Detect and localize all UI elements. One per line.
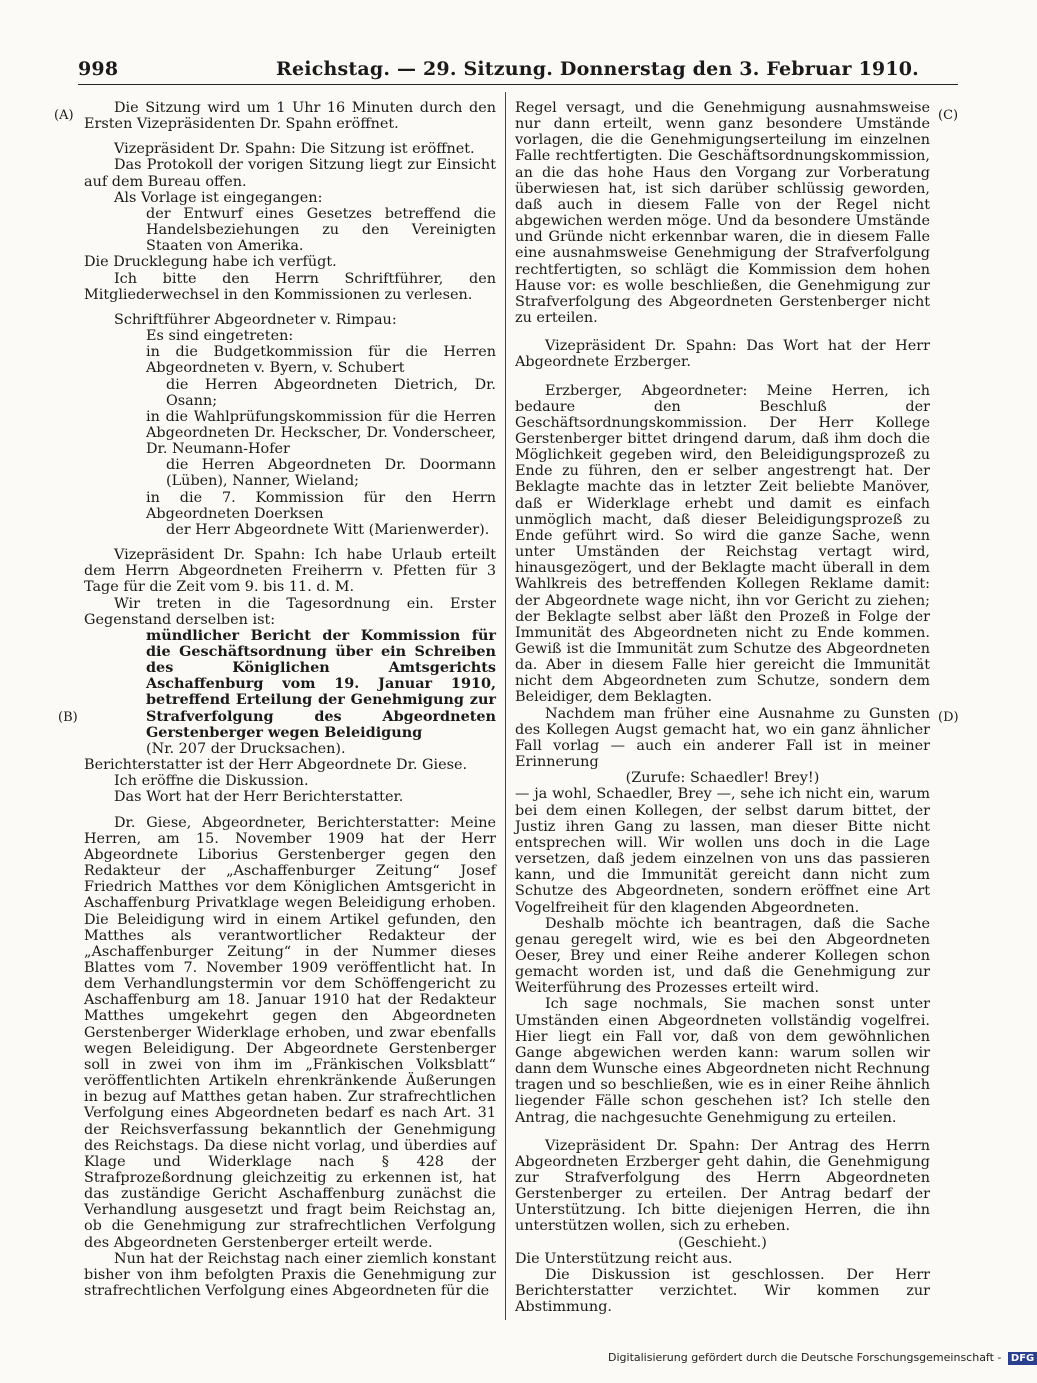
header-title: Reichstag. — 29. Sitzung. Donnerstag den 3. Februar 1910.: [276, 58, 920, 80]
paragraph: Vizepräsident Dr. Spahn: Das Wort hat der Herr Abgeordnete Erzberger.: [515, 338, 930, 371]
paragraph: (Nr. 207 der Drucksachen).: [146, 740, 346, 757]
running-header: [78, 58, 958, 82]
paragraph: Die Sitzung wird um 1 Uhr 16 Minuten durch den Ersten Vizepräsidenten Dr. Spahn eröffnet.: [84, 100, 496, 133]
page-number: 998: [78, 58, 119, 80]
paragraph: Die Unterstützung reicht aus.: [515, 1250, 733, 1267]
paragraph: Als Vorlage ist eingegangen:: [114, 189, 323, 206]
paragraph: Die Drucklegung habe ich verfügt.: [84, 254, 337, 271]
paragraph: Ich sage nochmals, Sie machen sonst unter Umständen einen Abgeordneten vollständig vogelfrei. Hier liegt ein Fall vor, daß von dem gewöhnlichen Gange abgewichen werden kann: warum sollen wir dann dem Wunsche eines Abgeordneten nicht Rechnung tragen und so beschließen, wie es in einer Reihe ähnlich liegender Fälle schon geschehen ist? Ich stelle den Antrag, die nachgesuchte Genehmigung zu erteilen.: [515, 996, 930, 1126]
paragraph: Vizepräsident Dr. Spahn: Der Antrag des Herrn Abgeordneten Erzberger geht dahin, die Genehmigung zur Strafverfolgung des Herrn Abgeordneten Gerstenberger zu erteilen. Der Antrag bedarf der Unterstützung. Ich bitte diejenigen Herren, die ihn unterstützen wollen, sich zu erheben.: [515, 1137, 930, 1235]
paragraph: Wir treten in die Tagesordnung ein. Erster Gegenstand derselben ist:: [84, 595, 496, 628]
digitization-footer: [608, 1351, 1037, 1365]
paragraph: Regel versagt, und die Genehmigung ausnahmsweise nur dann erteilt, wenn ganz besondere Umstände vorlagen, die die Genehmigungserteilung im einzelnen Falle rechtfertigten. Die Geschäftsordnungskommission, an die das hohe Haus den Vorgang zur Vorberatung überwiesen hat, ist sich darüber schlüssig geworden, daß auch in diesem Falle von der Regel nicht abgewichen werden möge. Und da besondere Umstände und Gründe nicht erkennbar waren, die in diesem Falle eine ausnahmsweise Genehmigung der Strafverfolgung rechtfertigten, so schlägt die Kommission dem hohen Hause vor: es wolle beschließen, die Genehmigung zur Strafverfolgung des Abgeordneten Gerstenberger nicht zu erteilen.: [515, 100, 930, 327]
paragraph: — ja wohl, Schaedler, Brey —, sehe ich nicht ein, warum bei dem einen Kollegen, der selbst darum bittet, der Justiz ihren Gang zu lassen, man dieser Bitte nicht entsprechen will. Wir wollen uns doch in die Lage versetzen, daß jedem einzelnen von uns das passieren kann, und die Immunität gereicht dann nicht zum Schutze des Abgeordneten, sondern eröffnet eine Art Vogelfreiheit für den klagenden Abgeordneten.: [515, 786, 930, 916]
paragraph: Dr. Giese, Abgeordneter, Berichterstatter: Meine Herren, am 15. November 1909 hat der Herr Abgeordnete Liborius Gerstenberger gegen den Redakteur der „Aschaffenburger Zeitung“ Josef Friedrich Matthes vor dem Königlichen Amtsgericht in Aschaffenburg Privatklage wegen Beleidigung erhoben. Die Beleidigung wird in einem Artikel gefunden, den Matthes als verantwortlicher Redakteur der „Aschaffenburger Zeitung“ in der Nummer dieses Blattes vom 7. November 1909 veröffentlicht hat. In dem Verhandlungstermin vor dem Schöffengericht zu Aschaffenburg am 18. Januar 1910 hat der Redakteur Matthes umgekehrt gegen den Abgeordneten Gerstenberger Widerklage erhoben, und zwar ebenfalls wegen Beleidigung. Der Abgeordnete Gerstenberger soll in zwei von ihm im „Fränkischen Volksblatt“ veröffentlichten Artikeln ehrenkränkende Äußerungen in bezug auf Matthes getan haben. Zur strafrechtlichen Verfolgung eines Abgeordneten bedarf es nach Art. 31 der Reichsverfassung bekanntlich der Genehmigung des Reichstags. Da diese nicht vorlag, und überdies auf Klage und Widerklage nach § 428 der Strafprozeßordnung gleichzeitig zu erkennen ist, hat das zuständige Gericht Aschaffenburg zunächst die Verhandlung ausgesetzt und fragt beim Reichstag an, ob die Genehmigung zur strafrechtlichen Verfolgung des Abgeordneten Gerstenberger erteilt werde.: [84, 814, 496, 1251]
paragraph: Es sind eingetreten:: [146, 328, 294, 345]
footer-text: Digitalisierung gefördert durch die Deutsche Forschungsgemeinschaft -: [608, 1351, 1002, 1364]
paragraph: Berichterstatter ist der Herr Abgeordnete Dr. Giese.: [84, 757, 468, 774]
margin-mark-b: (B): [58, 710, 78, 725]
paragraph: Nun hat der Reichstag nach einer ziemlich konstant bisher von ihm befolgten Praxis die Genehmigung zur strafrechtlichen Verfolgung eines Abgeordneten für die: [84, 1250, 496, 1300]
left-column: [84, 100, 496, 1299]
interjection: (Geschieht.): [678, 1234, 767, 1251]
paragraph: Erzberger, Abgeordneter: Meine Herren, ich bedaure den Beschluß der Geschäftsordnungskommission. Der Herr Kollege Gerstenberger bittet dringend darum, daß ihm doch die Möglichkeit gegeben wird, den Beleidigungsprozeß zu Ende zu führen, den er selber angestrengt hat. Der Beklagte machte das in letzter Zeit beliebte Manöver, daß er Widerklage erhebt und damit es einfach unmöglich macht, daß dieser Beleidigungsprozeß zu Ende geführt wird. So wird die ganze Sache, wenn unter Umständen der Reichstag vertagt wird, hinausgezögert, und der Beklagte macht überall in dem Wahlkreis des betreffenden Kollegen Reklame damit: der Abgeordnete wage nicht, ihn vor Gericht zu ziehen; der Beklagte selbst aber läßt den Prozeß in Folge der Immunität des Abgeordneten nicht zu Ende kommen. Gewiß ist die Immunität zum Schutze des Abgeordneten da. Aber in diesem Falle hier gereicht die Immunität nicht dem Abgeordneten zum Schutze, sondern dem Beleidiger, dem Beklagten.: [515, 382, 930, 706]
paragraph: die Herren Abgeordneten Dr. Doormann (Lüben), Nanner, Wieland;: [166, 457, 496, 490]
interjection: (Zurufe: Schaedler! Brey!): [625, 770, 820, 787]
paragraph: in die Budgetkommission für die Herren Abgeordneten v. Byern, v. Schubert: [146, 344, 496, 377]
margin-mark-a: (A): [54, 108, 74, 123]
agenda-item: mündlicher Bericht der Kommission für die Geschäftsordnung über ein Schreiben des Königlichen Amtsgerichts Aschaffenburg vom 19. Januar 1910, betreffend Erteilung der Genehmigung zur Strafverfolgung des Abgeordneten Gerstenberger wegen Beleidigung: [146, 626, 496, 741]
paragraph: Das Protokoll der vorigen Sitzung liegt zur Einsicht auf dem Bureau offen.: [84, 157, 496, 190]
paragraph: Deshalb möchte ich beantragen, daß die Sache genau geregelt wird, wie es bei den Abgeordneten Oeser, Brey und einer Reihe anderer Kollegen schon gemacht worden ist, und daß die Genehmigung zur Weiterführung des Prozesses erteilt wird.: [515, 915, 930, 997]
header-rule: [78, 84, 958, 85]
paragraph: Vizepräsident Dr. Spahn: Die Sitzung ist eröffnet.: [114, 141, 475, 158]
paragraph: in die Wahlprüfungskommission für die Herren Abgeordneten Dr. Heckscher, Dr. Vonderscheer, Dr. Neumann-Hofer: [146, 408, 496, 458]
paragraph: Vizepräsident Dr. Spahn: Ich habe Urlaub erteilt dem Herrn Abgeordneten Freiherrn v. Pfetten für 3 Tage für die Zeit vom 9. bis 11. d. M.: [84, 547, 496, 596]
paragraph: die Herren Abgeordneten Dietrich, Dr. Osann;: [166, 376, 496, 409]
paragraph: Ich bitte den Herrn Schriftführer, den Mitgliederwechsel in den Kommissionen zu verlesen.: [84, 270, 496, 303]
speaker-line: Schriftführer Abgeordneter v. Rimpau:: [114, 311, 397, 328]
paragraph: Nachdem man früher eine Ausnahme zu Gunsten des Kollegen Augst gemacht hat, wo ein ganz ähnlicher Fall vorlag — auch ein anderer Fall ist in meiner Erinnerung: [515, 705, 930, 771]
paragraph: Die Diskussion ist geschlossen. Der Herr Berichterstatter verzichtet. Wir kommen zur Abstimmung.: [515, 1266, 930, 1316]
margin-mark-d: (D): [938, 710, 959, 725]
paragraph: der Herr Abgeordnete Witt (Marienwerder).: [166, 521, 490, 538]
right-column: [515, 100, 930, 1315]
paragraph: Ich eröffne die Diskussion.: [114, 773, 309, 790]
paragraph: der Entwurf eines Gesetzes betreffend die Handelsbeziehungen zu den Vereinigten Staaten von Amerika.: [146, 205, 496, 255]
paragraph: in die 7. Kommission für den Herrn Abgeordneten Doerksen: [146, 489, 496, 522]
paragraph: Das Wort hat der Herr Berichterstatter.: [114, 789, 404, 806]
margin-mark-c: (C): [938, 108, 959, 123]
column-divider: [505, 92, 506, 1320]
dfg-logo: DFG: [1008, 1352, 1037, 1365]
